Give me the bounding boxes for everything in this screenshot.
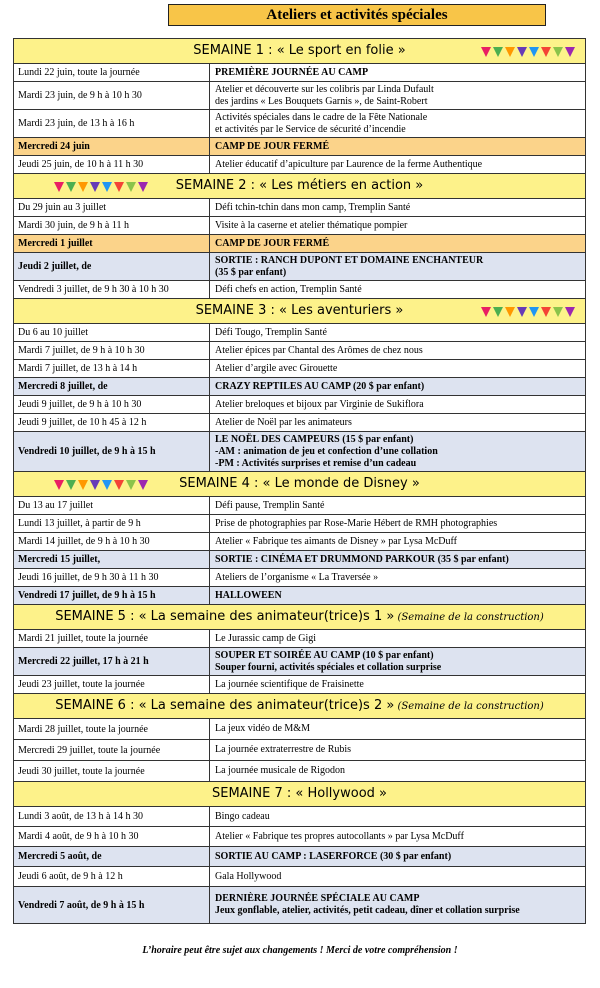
row-activity: [210, 396, 585, 413]
row-date: Mardi 23 juin, de 13 h à 16 h: [14, 110, 210, 137]
row-date: Jeudi 30 juillet, toute la journée: [14, 761, 210, 781]
row-activity: [210, 867, 585, 886]
row-activity: [210, 740, 585, 760]
activity-line: CAMP DE JOUR FERMÉ: [215, 140, 330, 152]
row-date: Vendredi 17 juillet, de 9 h à 15 h: [14, 587, 210, 604]
activity-line: HALLOWEEN: [215, 589, 282, 601]
row-date: Vendredi 10 juillet, de 9 h à 15 h: [14, 432, 210, 471]
row-activity: [210, 281, 585, 298]
row-date: Vendredi 3 juillet, de 9 h 30 à 10 h 30: [14, 281, 210, 298]
bunting-decoration: [481, 42, 577, 66]
schedule-row: [14, 587, 585, 605]
schedule-row: [14, 515, 585, 533]
schedule-row: [14, 342, 585, 360]
activity-line: La journée extraterrestre de Rubis: [215, 744, 352, 755]
schedule-table: [13, 38, 586, 924]
row-activity: [210, 138, 585, 155]
row-date: Lundi 22 juin, toute la journée: [14, 64, 210, 81]
schedule-row: [14, 396, 585, 414]
footer-note: L’horaire peut être sujet aux changements ! Merci de votre compréhension !: [142, 945, 458, 956]
activity-line: Défi pause, Tremplin Santé: [215, 499, 325, 511]
activity-line: CAMP DE JOUR FERMÉ: [215, 237, 330, 249]
row-activity: [210, 342, 585, 359]
bunting-decoration: [54, 475, 150, 499]
row-date: Mercredi 5 août, de: [14, 847, 210, 866]
schedule-row: [14, 497, 585, 515]
activity-line: Atelier épices par Chantal des Arômes de chez nous: [215, 344, 423, 356]
week-heading: [14, 694, 585, 719]
schedule-row: [14, 217, 585, 235]
row-activity: [210, 761, 585, 781]
row-activity: [210, 587, 585, 604]
activity-line: Bingo cadeau: [215, 810, 270, 822]
row-date: Mardi 21 juillet, toute la journée: [14, 630, 210, 647]
row-activity: [210, 110, 585, 137]
row-date: Jeudi 23 juillet, toute la journée: [14, 676, 210, 693]
row-date: Du 29 juin au 3 juillet: [14, 199, 210, 216]
activity-line: Atelier d’argile avec Girouette: [215, 362, 338, 374]
activity-line: SORTIE : CINÉMA ET DRUMMOND PARKOUR (35 $ par enfant): [215, 553, 509, 565]
activity-line: Le Jurassic camp de Gigi: [215, 632, 317, 644]
week-note: (Semaine de la construction): [394, 701, 544, 712]
row-date: Mercredi 8 juillet, de: [14, 378, 210, 395]
row-date: Jeudi 25 juin, de 10 h à 11 h 30: [14, 156, 210, 173]
activity-line: PREMIÈRE JOURNÉE AU CAMP: [215, 66, 369, 78]
activity-line: Activités spéciales dans le cadre de la Fête Nationale: [215, 111, 428, 123]
row-activity: [210, 82, 585, 109]
row-date: Mercredi 22 juillet, 17 h à 21 h: [14, 648, 210, 675]
week-title: SEMAINE 6 : « La semaine des animateur(trice)s 2 »: [55, 698, 395, 713]
activity-line: CRAZY REPTILES AU CAMP (20 $ par enfant): [215, 380, 425, 392]
schedule-row: [14, 719, 585, 740]
week-heading: [14, 472, 585, 497]
row-date: Lundi 13 juillet, à partir de 9 h: [14, 515, 210, 532]
schedule-row: [14, 138, 585, 156]
schedule-row: [14, 676, 585, 694]
week-heading: [14, 782, 585, 807]
row-date: Mardi 14 juillet, de 9 h à 10 h 30: [14, 533, 210, 550]
row-activity: [210, 235, 585, 252]
row-date: Du 13 au 17 juillet: [14, 497, 210, 514]
row-date: Jeudi 16 juillet, de 9 h 30 à 11 h 30: [14, 569, 210, 586]
row-activity: [210, 827, 585, 846]
schedule-row: [14, 360, 585, 378]
schedule-row: [14, 887, 585, 923]
week-heading: [14, 39, 585, 64]
schedule-row: [14, 432, 585, 472]
row-activity: [210, 378, 585, 395]
row-activity: [210, 887, 585, 923]
week-heading: [14, 299, 585, 324]
activity-line: -AM : animation de jeu et confection d’une collation: [215, 445, 438, 457]
row-date: Mercredi 29 juillet, toute la journée: [14, 740, 210, 760]
row-activity: [210, 253, 585, 280]
row-activity: [210, 719, 585, 739]
activity-line: DERNIÈRE JOURNÉE SPÉCIALE AU CAMP: [215, 893, 420, 904]
row-date: Mardi 7 juillet, de 9 h à 10 h 30: [14, 342, 210, 359]
schedule-row: [14, 82, 585, 110]
row-date: Du 6 au 10 juillet: [14, 324, 210, 341]
schedule-row: [14, 827, 585, 847]
week-title: SEMAINE 5 : « La semaine des animateur(trice)s 1 »: [55, 609, 395, 624]
week-heading: [14, 605, 585, 630]
week-note: (Semaine de la construction): [394, 612, 544, 623]
activity-line: SORTIE : RANCH DUPONT ET DOMAINE ENCHANTEUR: [215, 254, 484, 266]
row-activity: [210, 199, 585, 216]
row-date: Mardi 4 août, de 9 h à 10 h 30: [14, 827, 210, 846]
activity-line: Défi Tougo, Tremplin Santé: [215, 326, 327, 338]
schedule-row: [14, 867, 585, 887]
row-activity: [210, 515, 585, 532]
row-date: Mardi 30 juin, de 9 h à 11 h: [14, 217, 210, 234]
activity-line: SOUPER ET SOIRÉE AU CAMP (10 $ par enfant): [215, 649, 434, 661]
activity-line: (35 $ par enfant): [215, 266, 287, 278]
row-date: Mardi 7 juillet, de 13 h à 14 h: [14, 360, 210, 377]
row-date: Mercredi 15 juillet,: [14, 551, 210, 568]
activity-line: La journée musicale de Rigodon: [215, 765, 345, 776]
row-activity: [210, 360, 585, 377]
row-activity: [210, 64, 585, 81]
activity-line: LE NOËL DES CAMPEURS (15 $ par enfant): [215, 433, 414, 445]
activity-line: Atelier et découverte sur les colibris par Linda Dufault: [215, 83, 434, 95]
activity-line: Jeux gonflable, atelier, activités, petit cadeau, dîner et collation surprise: [215, 905, 520, 916]
schedule-row: [14, 761, 585, 782]
week-title: SEMAINE 3 : « Les aventuriers »: [195, 303, 404, 318]
row-date: Lundi 3 août, de 13 h à 14 h 30: [14, 807, 210, 826]
schedule-row: [14, 64, 585, 82]
row-activity: [210, 807, 585, 826]
row-activity: [210, 324, 585, 341]
activity-line: des jardins « Les Bouquets Garnis », de Saint-Robert: [215, 95, 428, 107]
week-title: SEMAINE 1 : « Le sport en folie »: [193, 43, 406, 58]
activity-line: Souper fourni, activités spéciales et collation surprise: [215, 661, 442, 673]
row-activity: [210, 648, 585, 675]
schedule-row: [14, 740, 585, 761]
activity-line: La journée scientifique de Fraisinette: [215, 678, 364, 690]
activity-line: Atelier breloques et bijoux par Virginie de Sukiflora: [215, 398, 424, 410]
schedule-row: [14, 253, 585, 281]
activity-line: Défi tchin-tchin dans mon camp, Tremplin Santé: [215, 201, 411, 213]
row-date: Vendredi 7 août, de 9 h à 15 h: [14, 887, 210, 923]
activity-line: -PM : Activités surprises et remise d’un cadeau: [215, 457, 417, 469]
bunting-decoration: [54, 177, 150, 201]
schedule-row: [14, 199, 585, 217]
row-activity: [210, 414, 585, 431]
row-date: Jeudi 6 août, de 9 h à 12 h: [14, 867, 210, 886]
schedule-row: [14, 281, 585, 299]
row-activity: [210, 156, 585, 173]
schedule-row: [14, 156, 585, 174]
row-activity: [210, 569, 585, 586]
activity-line: Prise de photographies par Rose-Marie Hébert de RMH photographies: [215, 517, 498, 529]
row-activity: [210, 217, 585, 234]
activity-line: et activités par le Service de sécurité d’incendie: [215, 123, 406, 135]
activity-line: Atelier de Noël par les animateurs: [215, 416, 352, 428]
schedule-row: [14, 378, 585, 396]
activity-line: Atelier « Fabrique tes aimants de Disney » par Lysa McDuff: [215, 535, 457, 547]
activity-line: Visite à la caserne et atelier thématique pompier: [215, 219, 408, 231]
activity-line: SORTIE AU CAMP : LASERFORCE (30 $ par enfant): [215, 850, 452, 862]
row-activity: [210, 847, 585, 866]
week-title: SEMAINE 7 : « Hollywood »: [211, 786, 387, 801]
schedule-row: [14, 807, 585, 827]
schedule-row: [14, 648, 585, 676]
week-heading: [14, 174, 585, 199]
row-activity: [210, 551, 585, 568]
schedule-row: [14, 630, 585, 648]
activity-line: La jeux vidéo de M&M: [215, 723, 310, 734]
activity-line: Gala Hollywood: [215, 870, 282, 882]
schedule-row: [14, 569, 585, 587]
row-activity: [210, 676, 585, 693]
row-date: Mardi 28 juillet, toute la journée: [14, 719, 210, 739]
bunting-decoration: [481, 302, 577, 326]
row-activity: [210, 497, 585, 514]
activity-line: Défi chefs en action, Tremplin Santé: [215, 283, 362, 295]
row-activity: [210, 432, 585, 471]
schedule-row: [14, 235, 585, 253]
row-date: Mardi 23 juin, de 9 h à 10 h 30: [14, 82, 210, 109]
schedule-row: [14, 533, 585, 551]
page-title: Ateliers et activités spéciales: [168, 4, 546, 26]
activity-line: Atelier éducatif d’apiculture par Laurence de la ferme Authentique: [215, 158, 483, 170]
schedule-row: [14, 551, 585, 569]
row-date: Mercredi 24 juin: [14, 138, 210, 155]
activity-line: Atelier « Fabrique tes propres autocollants » par Lysa McDuff: [215, 830, 464, 842]
schedule-row: [14, 847, 585, 867]
schedule-row: [14, 414, 585, 432]
row-date: Mercredi 1 juillet: [14, 235, 210, 252]
week-title: SEMAINE 4 : « Le monde de Disney »: [179, 476, 420, 491]
row-date: Jeudi 9 juillet, de 10 h 45 à 12 h: [14, 414, 210, 431]
week-title: SEMAINE 2 : « Les métiers en action »: [175, 178, 424, 193]
row-activity: [210, 533, 585, 550]
schedule-row: [14, 110, 585, 138]
activity-line: Ateliers de l’organisme « La Traversée »: [215, 571, 379, 583]
schedule-row: [14, 324, 585, 342]
row-date: Jeudi 9 juillet, de 9 h à 10 h 30: [14, 396, 210, 413]
row-date: Jeudi 2 juillet, de: [14, 253, 210, 280]
row-activity: [210, 630, 585, 647]
